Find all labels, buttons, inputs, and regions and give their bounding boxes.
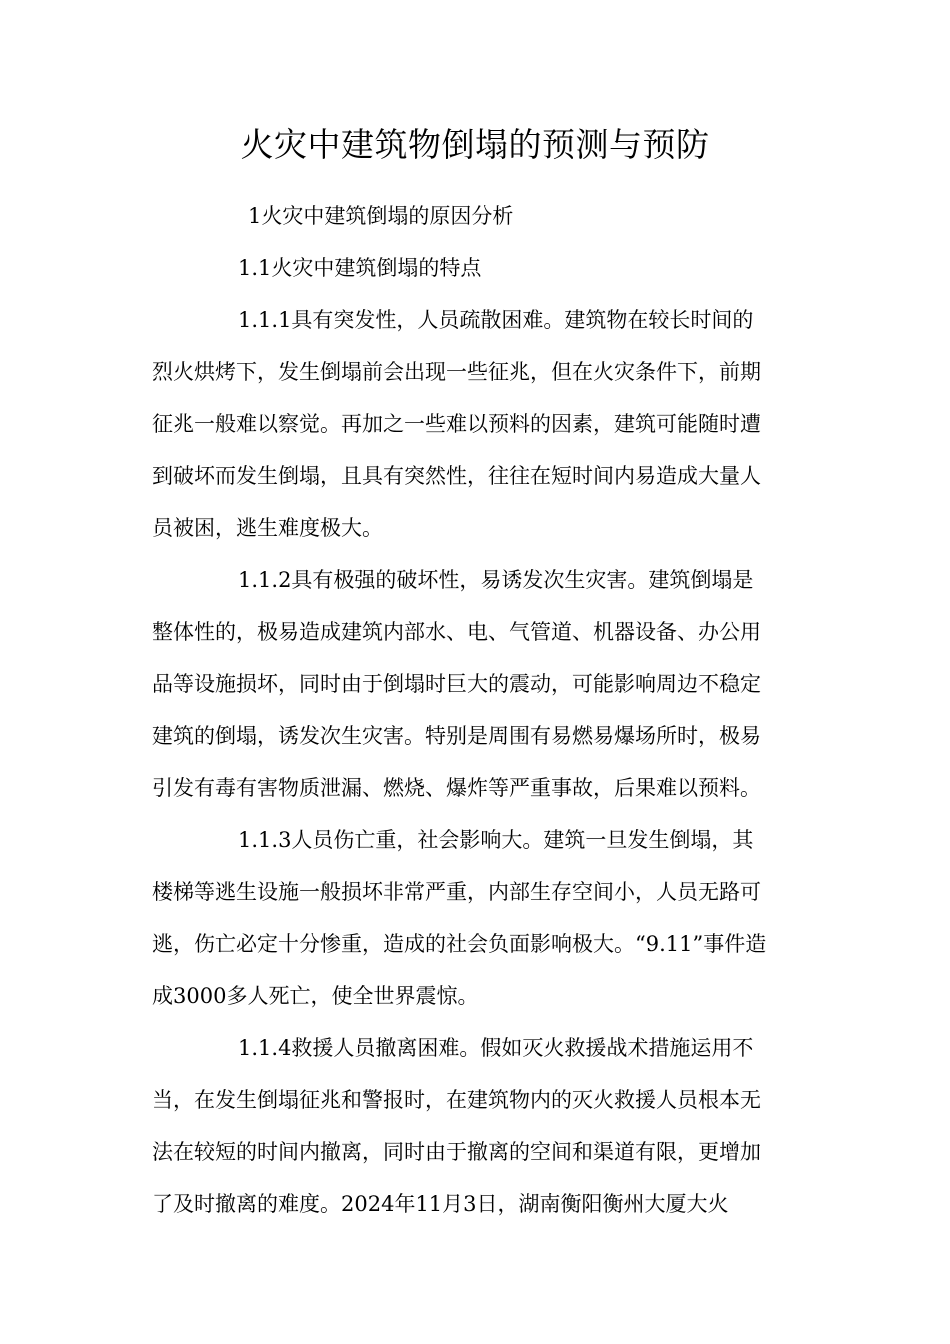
section-heading-1: 1火灾中建筑倒塌的原因分析 [248, 204, 514, 228]
paragraph-1-1-1-line: 到破坏而发生倒塌，且具有突然性，往往在短时间内易造成大量人 [152, 464, 761, 488]
paragraph-1-1-1-line: 征兆一般难以察觉。再加之一些难以预料的因素，建筑可能随时遭 [152, 412, 761, 436]
paragraph-1-1-2-line: 整体性的，极易造成建筑内部水、电、气管道、机器设备、办公用 [152, 620, 761, 644]
paragraph-1-1-3-line: 逃，伤亡必定十分惨重，造成的社会负面影响极大。“9.11”事件造 [152, 932, 767, 956]
paragraph-1-1-3-line: 楼梯等逃生设施一般损坏非常严重，内部生存空间小，人员无路可 [152, 880, 761, 904]
paragraph-1-1-3-line: 成3000多人死亡，使全世界震惊。 [152, 984, 479, 1008]
paragraph-1-1-3-line: 1.1.3人员伤亡重，社会影响大。建筑一旦发生倒塌，其 [238, 828, 754, 852]
paragraph-1-1-2-line: 建筑的倒塌，诱发次生灾害。特别是周围有易燃易爆场所时，极易 [152, 724, 761, 748]
paragraph-1-1-2-line: 1.1.2具有极强的破坏性，易诱发次生灾害。建筑倒塌是 [238, 568, 754, 592]
paragraph-1-1-4-line: 法在较短的时间内撤离，同时由于撤离的空间和渠道有限，更增加 [152, 1140, 761, 1164]
paragraph-1-1-2-line: 品等设施损坏，同时由于倒塌时巨大的震动，可能影响周边不稳定 [152, 672, 761, 696]
paragraph-1-1-2-line: 引发有毒有害物质泄漏、燃烧、爆炸等严重事故，后果难以预料。 [152, 776, 761, 800]
paragraph-1-1-4-line: 了及时撤离的难度。2024年11月3日，湖南衡阳衡州大厦大火 [152, 1192, 729, 1216]
document-title: 火灾中建筑物倒塌的预测与预防 [240, 125, 710, 164]
section-heading-1-1: 1.1火灾中建筑倒塌的特点 [238, 256, 482, 280]
paragraph-1-1-1-line: 员被困，逃生难度极大。 [152, 516, 383, 540]
paragraph-1-1-1-line: 烈火烘烤下，发生倒塌前会出现一些征兆，但在火灾条件下，前期 [152, 360, 761, 384]
paragraph-1-1-1-line: 1.1.1具有突发性，人员疏散困难。建筑物在较长时间的 [238, 308, 754, 332]
paragraph-1-1-4-line: 当，在发生倒塌征兆和警报时，在建筑物内的灭火救援人员根本无 [152, 1088, 761, 1112]
paragraph-1-1-4-line: 1.1.4救援人员撤离困难。假如灭火救援战术措施运用不 [238, 1036, 754, 1060]
